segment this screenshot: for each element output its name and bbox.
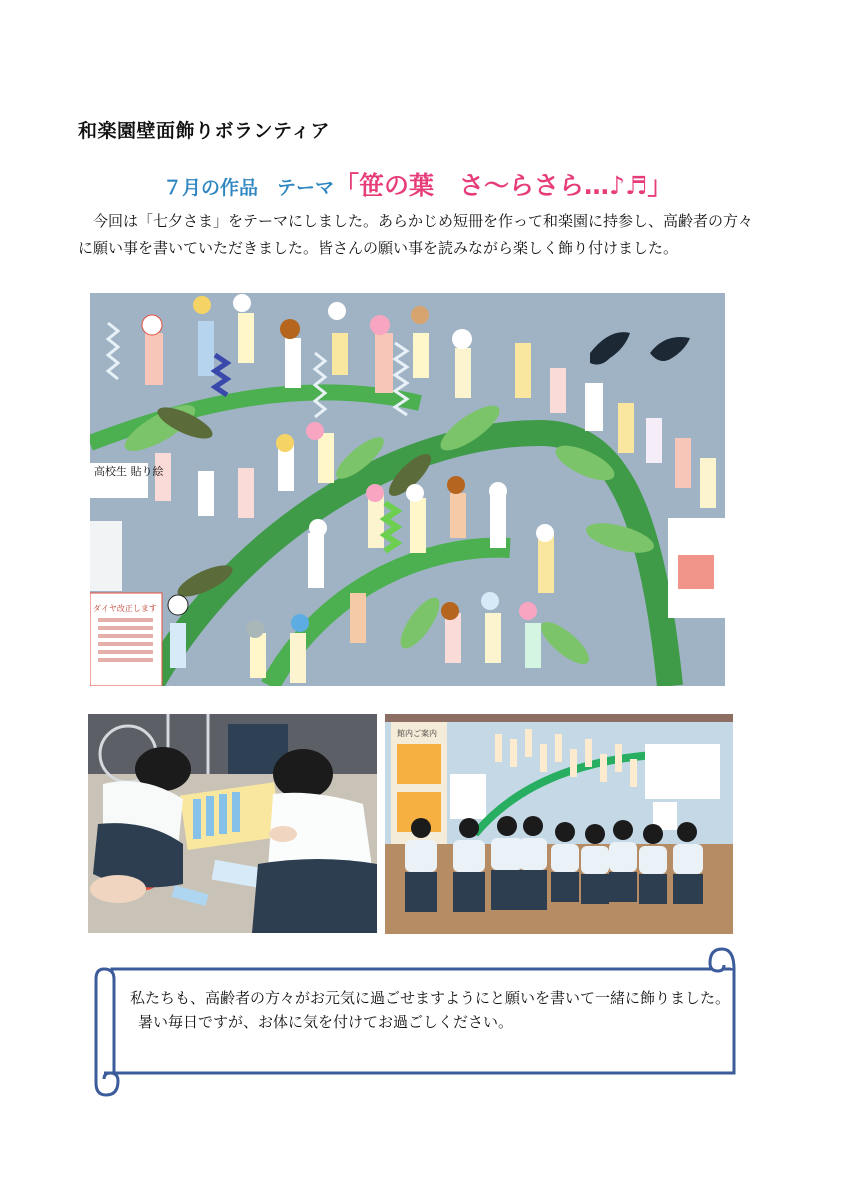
theme-line xyxy=(163,166,672,202)
students-crafting-photo xyxy=(88,714,377,933)
page-heading: 和楽園壁面飾りボランティア xyxy=(78,120,330,142)
message-text xyxy=(130,986,740,1034)
calendar-text: ダイヤ改正します xyxy=(93,604,157,613)
intro-paragraph: 今回は「七夕さま」をテーマにしました。あらかじめ短冊を作って和楽園に持参し、高齢者の方々に願い事を書いていただきました。皆さんの願い事を読みながら楽しく飾り付けました。 xyxy=(78,212,754,257)
group-sign-text: 館内ご案内 xyxy=(397,729,437,738)
sign-text: 高校生 貼り絵 xyxy=(94,465,164,478)
message-line-1: 私たちも、高齢者の方々がお元気に過ごせますようにと願いを書いて一緒に飾りました。 xyxy=(130,989,731,1007)
wall-decoration-photo xyxy=(90,293,725,686)
group-photo xyxy=(385,714,733,934)
theme-month-label: ７月の作品 テーマ xyxy=(163,177,335,199)
theme-title: 「笹の葉 さ〜らさら…♪♬」 xyxy=(334,171,673,200)
message-line-2: 暑い毎日ですが、お体に気を付けてお過ごしください。 xyxy=(138,1013,514,1031)
